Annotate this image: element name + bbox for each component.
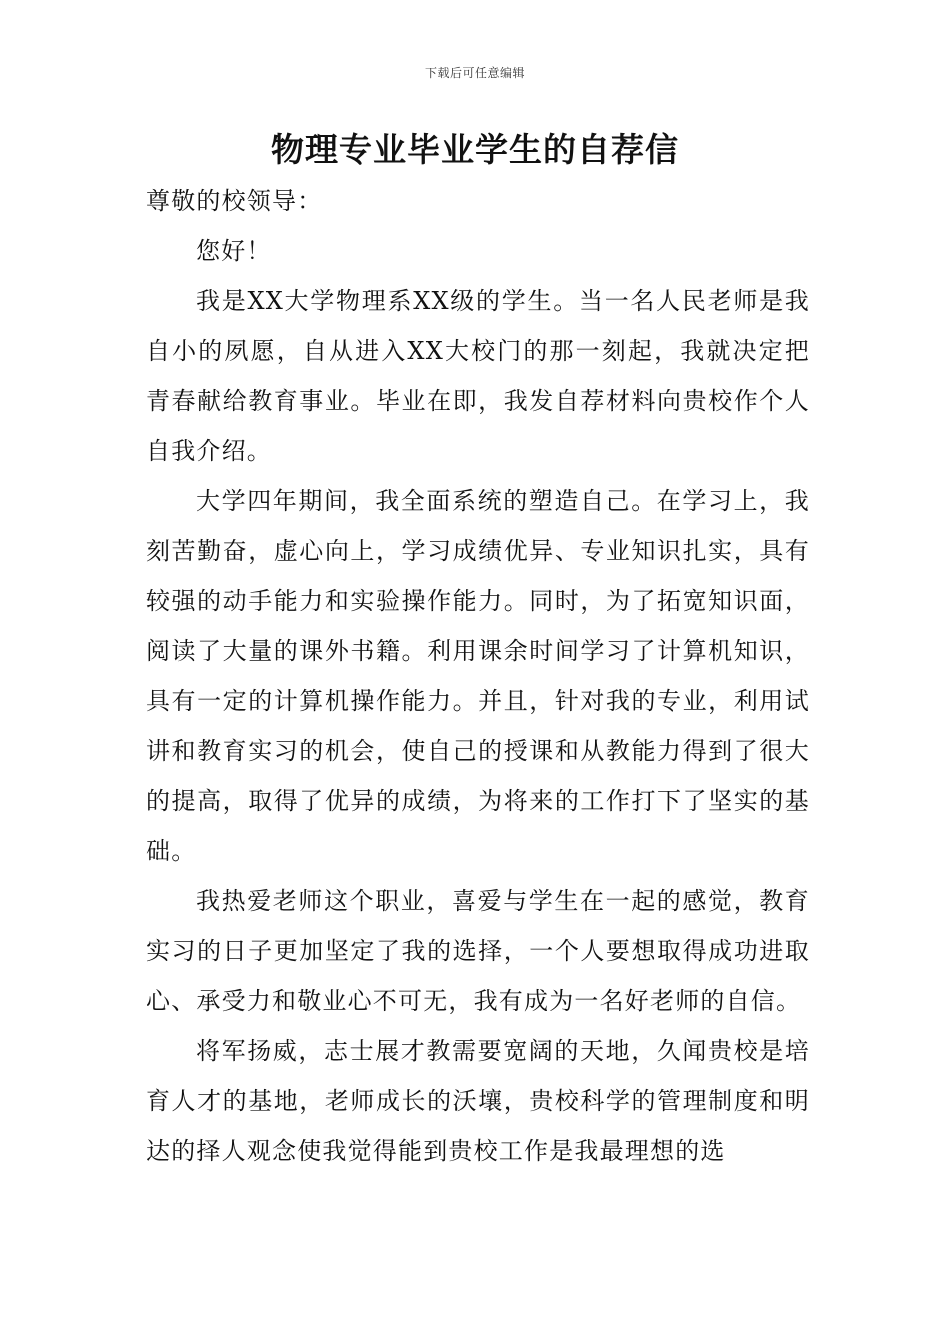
- header-note: 下载后可任意编辑: [424, 66, 525, 80]
- greeting-paragraph: 您好！: [196, 237, 272, 265]
- letter-body: [146, 176, 810, 1176]
- salutation: 尊敬的校领导：: [146, 187, 323, 215]
- paragraph-university-years: 大学四年期间，我全面系统的塑造自己。在学习上，我刻苦勤奋，虚心向上，学习成绩优异、专业知识扎实，具有较强的动手能力和实验操作能力。同时，为了拓宽知识面，阅读了大量的课外书籍。利用课余时间学习了计算机知识，具有一定的计算机操作能力。并且，针对我的专业，利用试讲和教育实习的机会，使自己的授课和从教能力得到了很大的提高，取得了优异的成绩，为将来的工作打下了坚实的基础。: [146, 487, 810, 865]
- paragraph-school-praise: 将军扬威，志士展才教需要宽阔的天地，久闻贵校是培育人才的基地，老师成长的沃壤，贵校科学的管理制度和明达的择人观念使我觉得能到贵校工作是我最理想的选: [146, 1037, 810, 1165]
- paragraph-introduction: 我是XX大学物理系XX级的学生。当一名人民老师是我自小的夙愿，自从进入XX大校门的那一刻起，我就决定把青春献给教育事业。毕业在即，我发自荐材料向贵校作个人自我介绍。: [146, 287, 810, 465]
- paragraph-teaching-passion: 我热爱老师这个职业，喜爱与学生在一起的感觉，教育实习的日子更加坚定了我的选择，一个人要想取得成功进取心、承受力和敬业心不可无，我有成为一名好老师的自信。: [146, 887, 810, 1015]
- document-title: 物理专业毕业学生的自荐信: [271, 130, 679, 169]
